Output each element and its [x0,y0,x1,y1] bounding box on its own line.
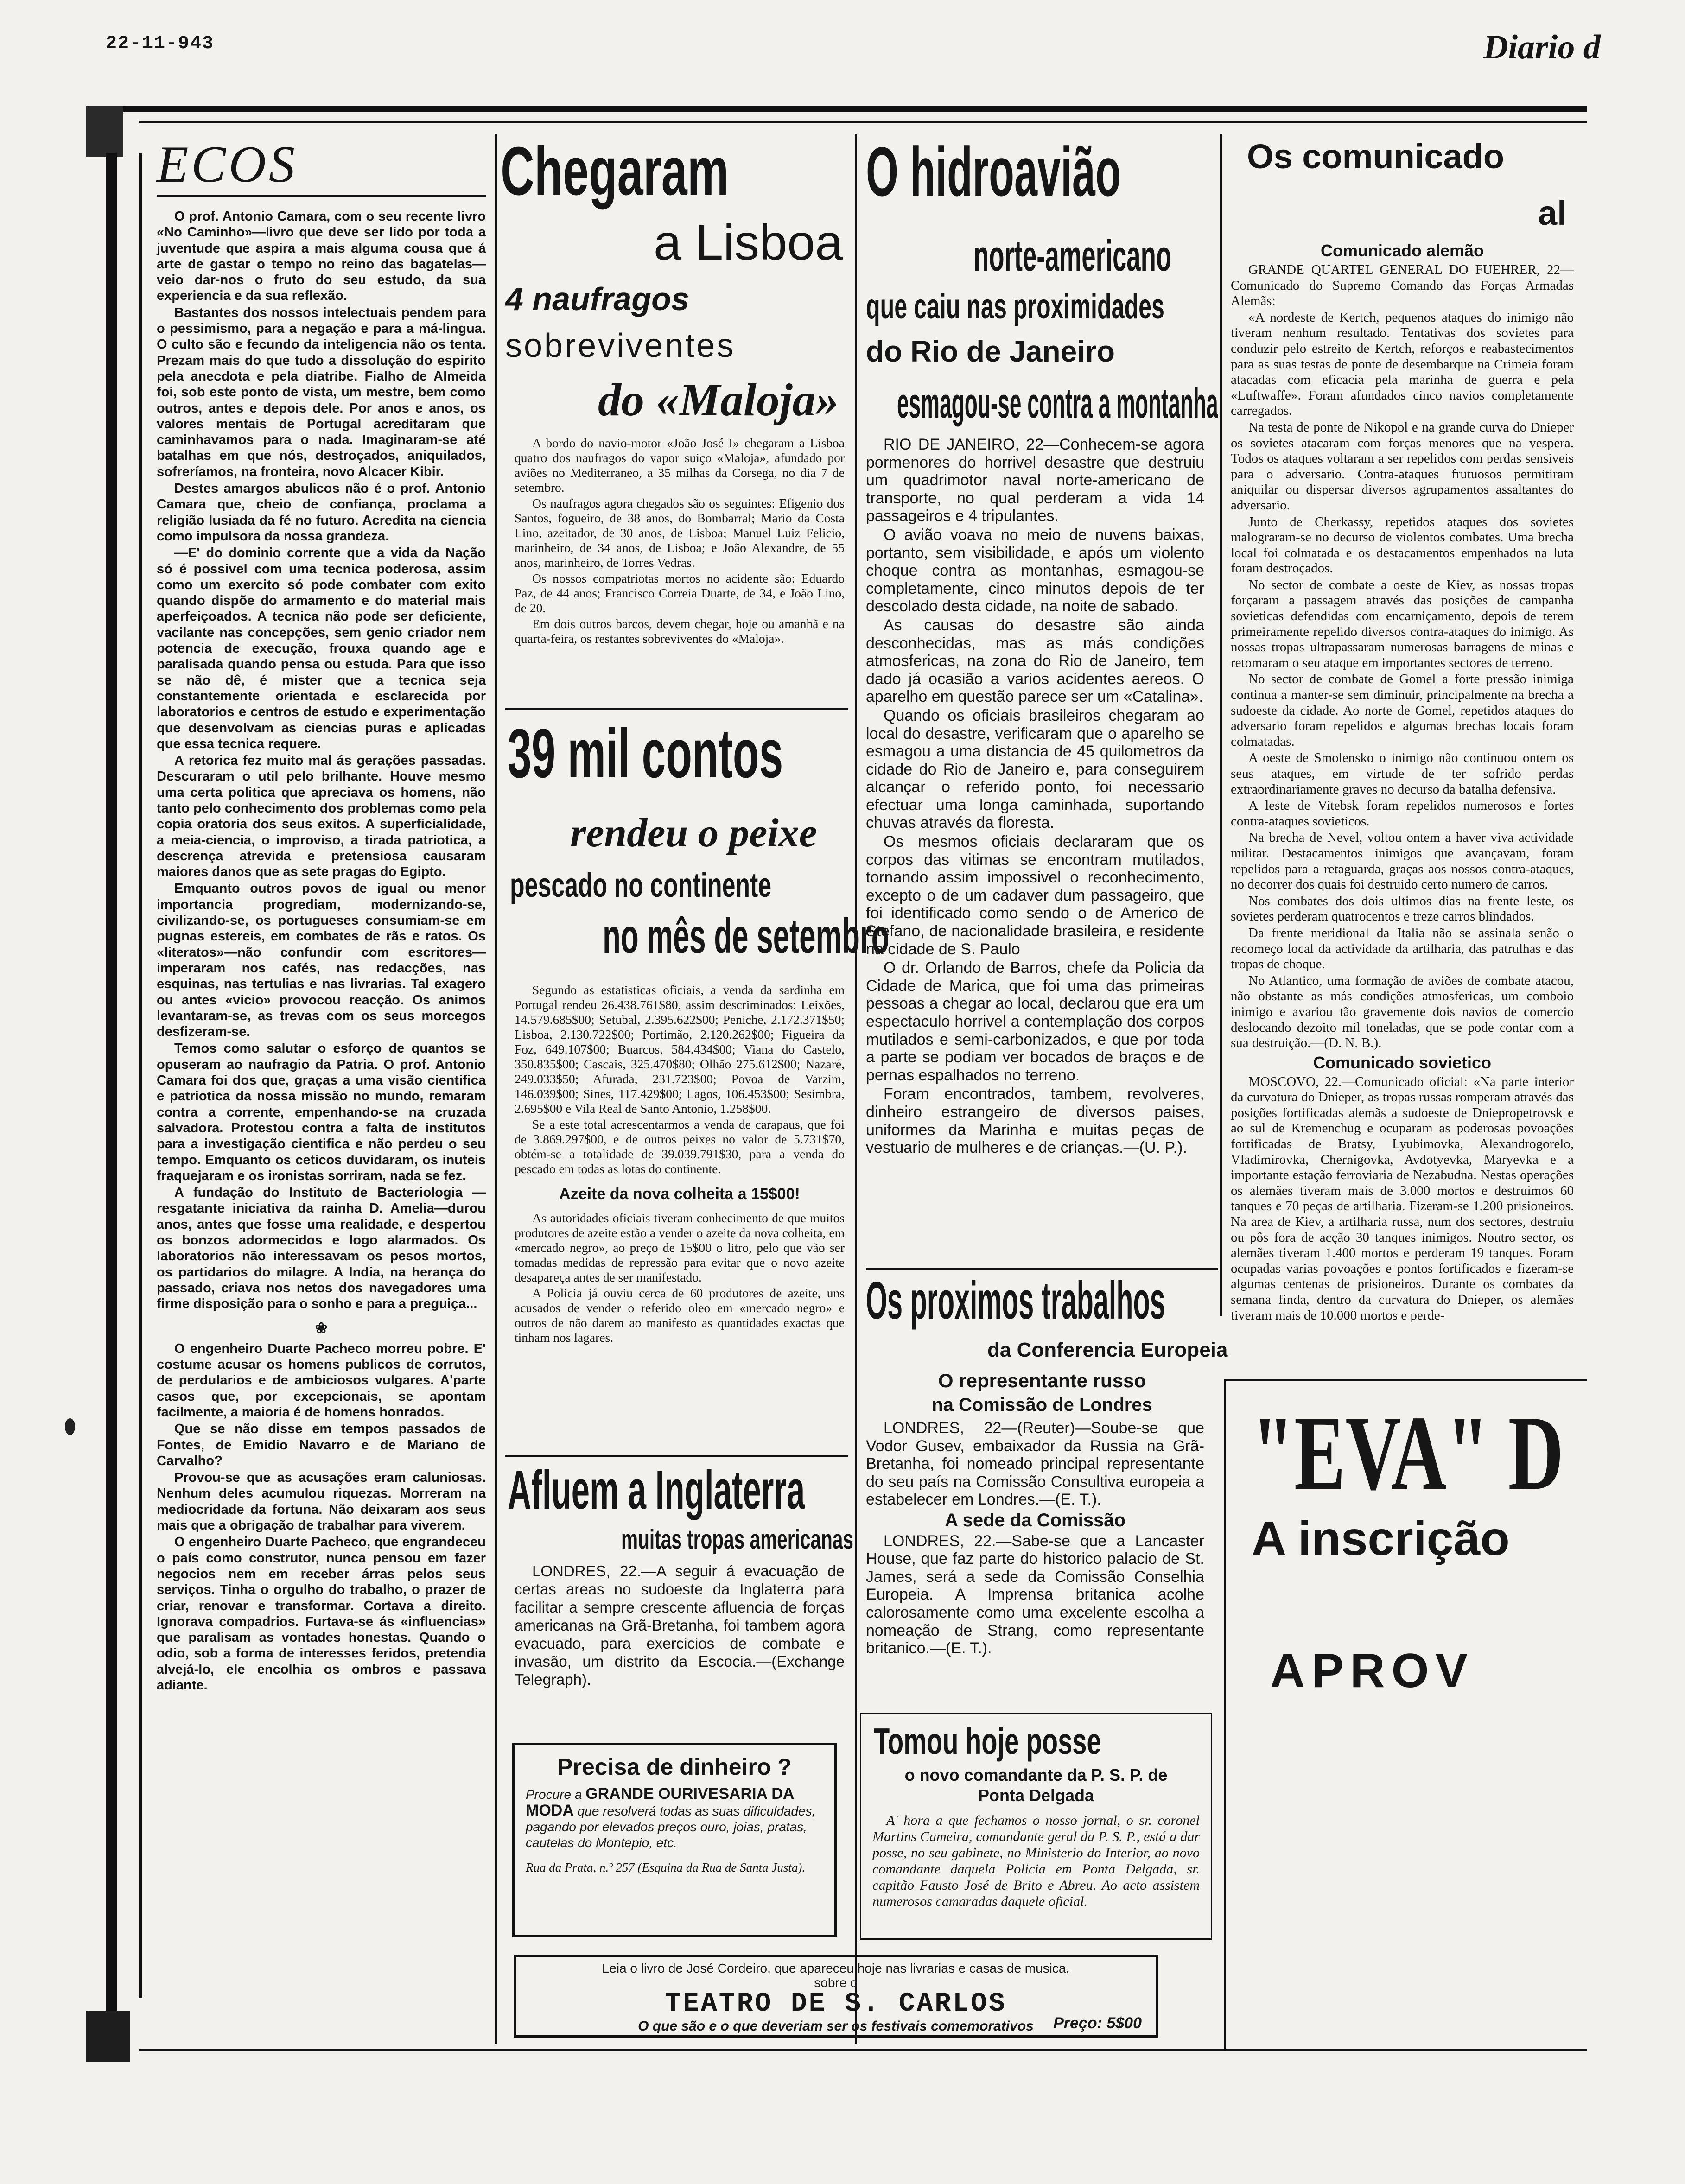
contos-body [515,983,845,1451]
paragraph: A bordo do navio-motor «João José I» chegaram a Lisboa quatro dos naufragos do vapor suiço «Maloja», afundado por aviões no Mediterraneo, a 35 milhas da Corsega, no dia 7 de setembro. [515,436,845,495]
chegaram-h2: a Lisboa [654,214,843,270]
paragraph: No sector de combate de Gomel a forte pressão inimiga continua a manter-se sem diminuir, principalmente na brecha a sudoeste da cidade. Ao norte de Gomel, repetidos ataques do adversario foram repelidos e algumas brechas locais foram colmatadas. [1231,672,1574,749]
eva-line3: APROV [1270,1644,1474,1698]
hidroaviao-h2: norte-americano [973,231,1172,280]
paragraph: As causas do desastre são ainda desconhecidas, mas as más condições atmosfericas, na zona do Rio de Janeiro, tem dado já ocasião a varios acidentes aereos. O aparelho em questão parece ser um «Catalina». [866,616,1204,706]
ourivesaria-text [526,1786,823,1851]
posse-h1: Tomou hoje posse [873,1721,1101,1762]
teatro-line2: sobre o [814,1975,858,1990]
posse-h2: o novo comandante da P. S. P. de Ponta Delgada [904,1765,1168,1805]
chegaram-body [515,436,845,700]
paragraph: Na testa de ponte de Nikopol e na grande curva do Dnieper os sovietes atacaram com forças menores que na vespera. Todos os ataques voltaram a ser repelidos com perdas sensiveis para o adversario. Contra-ataques frutuosos permitiram aniquilar ou dispersar diversos agrupamentos assaltantes do adversario. [1231,419,1574,513]
posse-headline-wrap [872,1721,1200,1763]
chegaram-h4: sobreviventes [505,327,736,364]
posse-text: A' hora a que fechamos o nosso jornal, o sr. coronel Martins Cameira, comandante geral da P. S. P., está a dar posse, no seu gabinete, no Ministerio do Interior, ao novo comandante daquela Policia em Ponta Delgada, sr. capitão Fausto José de Brito e Abreu. Ao acto assistem numerosos camaradas daquele oficial. [872,1813,1200,1909]
column-rule-1 [495,134,497,2044]
page-date: 22-11-943 [106,33,215,54]
left-edge-bar-thin [139,153,142,1998]
ourivesaria-brand: GRANDE OURIVESARIA DA MODA [526,1785,794,1819]
proximos-h1: Os proximos trabalhos [866,1271,1165,1330]
contos-h3: pescado no continente [510,866,772,904]
paragraph: Provou-se que as acusações eram caluniosas. Nenhum deles acumulou riquezas. Morreram na mediocridade da fortuna. Não deixaram aos seus mais que a obrigação de trabalhar para viverem. [157,1470,486,1533]
paragraph: Destes amargos abulicos não é o prof. Antonio Camara que, cheio de confiança, proclama a religião lusiada da fé no futuro. Acredita na ciencia como impulsora da nossa grandeza. [157,481,486,544]
ourivesaria-body: que resolverá todas as suas dificuldades, pagando por elevados preços ouro, joias, pratas, cautelas do Montepio, etc. [526,1804,816,1850]
left-edge-block-top [86,106,123,157]
masthead: Diario d [1483,28,1601,66]
afluem-h2: muitas tropas americanas [621,1524,853,1555]
paragraph: O engenheiro Duarte Pacheco morreu pobre. E' costume acusar os homens publicos de corrutos, de perdularios e de ambiciosos vulgares. A'parte casos que, por excepcionais, se apontam facilmente, a maioria é de homens honrados. [157,1341,486,1420]
paragraph: Os naufragos agora chegados são os seguintes: Efigenio dos Santos, fogueiro, de 38 anos, do Bombarral; Mario da Costa Lino, azeitador, de 30 anos, de Lisboa; Manuel Luiz Felicio, marinheiro, de 34 anos, de Lisboa; e João Alexandre, de 55 anos, marinheiro, de Torres Vedras. [515,496,845,570]
afluem-body [515,1562,845,1720]
afluem-h2-wrap [621,1525,853,1557]
ecos-article [157,209,486,2044]
teatro-title: TEATRO DE S. CARLOS [665,1989,1007,2019]
paragraph: A Policia já ouviu cerca de 60 produtores de azeite, uns acusados de vender o referido oleo em «mercado negro» e outros de não darem ao manifesto as quantidades exactas que tinham nos lagares. [515,1286,845,1345]
comunicado-sovietico-title: Comunicado sovietico [1313,1053,1492,1072]
paragraph: —E' do dominio corrente que a vida da Nação só é possivel com uma tecnica poderosa, assim como um exercito só pode combater com exito quando dispõe do armamento e do material mais aperfeiçoados. A tecnica não pode ser deficiente, vacilante nas concepções, sem genio criador nem potencia de execução, frouxa quando age e paralisada quando pensa ou estuda. Para que isso se não dê, é mister que a tecnica seja constantemente orientada e esclarecida por laboratorios e centros de estudo e experimentação que desenvolvam as ciencias puras e aplicadas que essa tecnica requere. [157,546,486,751]
comunicados-body [1231,241,1574,1321]
paragraph: Temos como salutar o esforço de quantos se opuseram ao naufragio da Patria. O prof. Antonio Camara foi dos que, graças a uma visão cientifica e patriotica da nossa missão no mundo, remaram contra a corrente, empenhando-se na cruzada salvadora. Protestou contra a falta de institutos para a investigação cientifica e não perdeu o seu tempo. Emquanto os ceticos duvidaram, os inuteis fraquejaram e os ironistas sorriram, nada se fez. [157,1041,486,1183]
paragraph: A retorica fez muito mal ás gerações passadas. Descuraram o util pelo brilhante. Houve mesmo uma certa politica que apreciava os homens, não tanto pelo conhecimento dos problemas como pela copia oratoria dos seus exitos. A superficialidade, a meia-ciencia, o improviso, a tirada patriotica, a descrença atrevida e pretensiosa causaram maiores danos que as sete pragas do Egipto. [157,753,486,880]
paragraph: Na brecha de Nevel, voltou ontem a haver viva actividade militar. Destacamentos inimigos que avançavam, foram repelidos para a retaguarda, graças aos nossos contra-ataques, no decorrer dos quais foi destruido certo numero de carros. [1231,830,1574,892]
hidroaviao-h5: esmagou-se contra a montanha [897,380,1218,427]
paragraph: Em dois outros barcos, devem chegar, hoje ou amanhã e na quarta-feira, os restantes sobreviventes do «Maloja». [515,616,845,646]
chegaram-h1: Chegaram [501,133,729,210]
ecos-title-rule [157,195,486,197]
ecos-separator: ❀ [315,1320,328,1337]
paragraph: Segundo as estatisticas oficiais, a venda da sardinha em Portugal rendeu 26.438.761$80, assim descriminados: Leixões, 14.579.685$00; Setubal, 2.395.622$00; Peniche, 2.172.371$50; Lisboa, 2.130.722$00; Portimão, 2.120.262$00; Figueira da Foz, 649.107$00; Buarcos, 584.434$00; Viana do Castelo, 350.835$00; Cascais, 325.470$80; Olhão 275.612$00; Nazaré, 249.033$50; Afurada, 231.723$00; Povoa de Varzim, 146.039$00; Sines, 117.429$00; Lagos, 106.453$00; Sesimbra, 2.695$00 e Vila Real de Santo Antonio, 1.258$00. [515,983,845,1116]
azeite-subhead: Azeite da nova colheita a 15$00! [559,1185,800,1203]
ourivesaria-line1: Procure a [526,1787,582,1802]
column-rule-2 [855,134,857,2044]
top-rule-thin [139,121,1587,123]
paragraph: Se a este total acrescentarmos a venda de carapaus, que foi de 3.869.297$00, e de outros peixes no valor de 5.731$70, obtém-se a totalidade de 39.039.791$30, para a venda do pescado em todas as lotas do continente. [515,1117,845,1176]
column-rule-3 [1220,134,1222,1316]
hidroaviao-h1: O hidroavião [866,133,1121,210]
margin-bullet [65,1418,75,1435]
eva-title-wrap [1252,1394,1587,1512]
ourivesaria-ad [512,1743,837,1937]
paragraph: RIO DE JANEIRO, 22—Conhecem-se agora pormenores do horrivel desastre que destruiu um quadrimotor naval norte-americano de transporte, no qual perderam a vida 14 passageiros e 4 tripulantes. [866,436,1204,525]
proximos-headline [866,1272,1218,1333]
paragraph: Os nossos compatriotas mortos no acidente são: Eduardo Paz, de 44 anos; Francisco Correia Duarte, de 34, e João Lino, de 20. [515,571,845,615]
proximos-h2: da Conferencia Europeia [987,1339,1228,1361]
paragraph: Os mesmos oficiais declararam que os corpos das vitimas se encontram mutilados, tornando assim impossivel o reconhecimento, excepto o de um cadaver dum passageiro, que foi identificado como sendo o de Americo de Stefano, de nacionalidade brasileira, e residente na cidade de S. Paulo [866,833,1204,958]
ecos-title: ECOS [157,136,298,193]
chegaram-h3: 4 naufragos [505,281,689,317]
paragraph: No sector de combate a oeste de Kiev, as nossas tropas forçaram a passagem através das posições de campanha sovieticas defendidas com encarniçamento, depois de terem primeiramente repelido diversos contra-ataques do inimigo. As nossas tropas ultrapassaram numerosas barragens de minas e retomaram o seu ataque em importantes sectores de terreno. [1231,577,1574,670]
paragraph: No Atlantico, uma formação de aviões de combate atacou, não obstante as más condições atmosfericas, um comboio inimigo e avariou tão gravemente dois navios de comercio deslocando dezoito mil toneladas, que se pode contar com a sua destruição.—(D. N. B.). [1231,973,1574,1051]
eva-ad-top-rule [1224,1379,1587,1381]
paragraph: O engenheiro Duarte Pacheco, que engrandeceu o país como construtor, nunca pensou em fazer negocios nem em receber árras pelos seus serviços. Tinha o orgulho do trabalho, o prazer de criar, renovar e transformar. Cortava a direito. Ignorava compadrios. Furtava-se ás «influencias» que paralisam as vontades honestas. Quando o odio, sob a forma de interesses feridos, pretendia alvejá-lo, ele encolhia os ombros e passava adiante. [157,1535,486,1693]
paragraph: GRANDE QUARTEL GENERAL DO FUEHRER, 22—Comunicado do Supremo Comando das Forças Armadas Alemãs: [1231,262,1574,309]
paragraph: Junto de Cherkassy, repetidos ataques dos sovietes malograram-se no decurso de violentos combates. Uma brecha local foi colmatada e os destacamentos empenhados na luta foram destroçados. [1231,514,1574,576]
ourivesaria-address: Rua da Prata, n.º 257 (Esquina da Rua de Santa Justa). [526,1860,806,1874]
hidroaviao-body [866,436,1204,1265]
paragraph: As autoridades oficiais tiveram conhecimento de que muitos produtores de azeite estão a vender o azeite da nova colheita, em «mercado negro», ao preço de 15$00 o litro, pelo que vão ser tomadas medidas de repressão para evitar que o novo azeite desapareça antes de ser manifestado. [515,1211,845,1284]
paragraph: Foram encontrados, tambem, revolveres, dinheiro estrangeiro de diversos paises, uniformes da Marinha e muitas peças de vestuario de mulheres e de crianças.—(U. P.). [866,1085,1204,1157]
proximos-body [866,1419,1204,1707]
teatro-line1: Leia o livro de José Cordeiro, que apareceu hoje nas livrarias e casas de musica, [602,1961,1070,1975]
hidroaviao-h3: que caiu nas proximidades [866,287,1164,326]
paragraph: O avião voava no meio de nuvens baixas, portanto, sem visibilidade, e após um violento choque contra as montanhas, esmagou-se completamente, cinco minutos depois de ter descolado desta cidade, na noite de sabado. [866,526,1204,616]
eva-line2: A inscrição [1252,1512,1510,1566]
hidroaviao-h5-wrap [897,379,1217,430]
posse-box [860,1713,1212,1940]
paragraph: A oeste de Smolensko o inimigo não continuou ontem os seus ataques, em virtude de ter sofrido perdas extraordinariamente graves no decurso da batalha defensiva. [1231,750,1574,797]
hidroaviao-h3-wrap [866,287,1218,329]
paragraph: LONDRES, 22.—Sabe-se que a Lancaster House, que faz parte do historico palacio de St. James, será a sede da Comissão Conselhia Europeia. A Imprensa britanica acolhe calorosamente como uma excelente escolha a nomeação de Strang, como representante britanico.—(E. T.). [866,1532,1204,1657]
hidroaviao-h4: do Rio de Janeiro [866,335,1115,368]
eva-ad [1252,1394,1587,1594]
contos-h1: 39 mil contos [508,714,783,792]
teatro-sub: O que são e o que deveriam ser os festivais comemorativos [638,2019,1034,2034]
paragraph: O dr. Orlando de Barros, chefe da Policia da Cidade de Marica, que foi uma das primeiras pessoas a chegar ao local, declarou que era um espectaculo horrivel a contemplação dos corpos mutilados e semi-carbonizados, e que por toda a parte se podiam ver bocados de braços e de pernas espalhados no terreno. [866,959,1204,1084]
proximos-h4: na Comissão de Londres [932,1395,1152,1415]
paragraph: A fundação do Instituto de Bacteriologia —resgatante iniciativa da rainha D. Amelia—durou anos, antes que fosse uma realidade, e despertou os bonzos adormecidos e logo alarmados. Os laboratorios não interessavam os pesos mortos, os partidarios do milagre. A India, na herança do passado, criava nos netos dos navegadores uma firme disposição para o sonho e para a preguiça... [157,1185,486,1312]
comunicado-alemao-title: Comunicado alemão [1320,241,1484,260]
contos-h4: no mês de setembro [603,909,890,964]
teatro-ad [514,1955,1158,2038]
paragraph: Bastantes dos nossos intelectuais pendem para o pessimismo, para a negação e para a má-lingua. O culto são e fecundo da inteligencia não os tenta. Prezam mais do que tudo a dissolução do espirito pela anecdota e pela diatribe. Fialho de Almeida foi, sob este ponto de vista, um mestre, bem como outros, antes e depois dele. Por anos e anos, os valores mentais de Portugal acreditaram que caminhavamos para o nada. Imaginaram-se até batalhas em que nós, destroçados, aniquilados, sofreríamos, na fronteira, novo Alcacer Kibir. [157,305,486,479]
top-rule [86,106,1587,112]
ourivesaria-title: Precisa de dinheiro ? [557,1754,792,1780]
left-edge-bar [106,153,117,2012]
comunicados-h1: Os comunicado [1247,137,1505,176]
afluem-h1: Afluem a Inglaterra [508,1460,805,1521]
sede-subhead: A sede da Comissão [945,1510,1125,1530]
hidroaviao-headline [866,134,1218,213]
rule-c2-1 [505,708,848,710]
paragraph: O prof. Antonio Camara, com o seu recente livro «No Caminho»—livro que deve ser lido por toda a juventude que aspira a mais alguma cousa que á arte de gastar o tempo no reino das bagatelas—veio dar-nos o fruto do seu estudo, da sua experiencia e da sua reflexão. [157,209,486,304]
eva-ad-left-rule [1224,1379,1226,2051]
paragraph: A leste de Vitebsk foram repelidos numerosos e fortes contra-ataques sovieticos. [1231,798,1574,829]
comunicados-h2: al [1538,194,1567,232]
paragraph: MOSCOVO, 22.—Comunicado oficial: «Na parte interior da curvatura do Dnieper, as tropas russas romperam através das posições fortificadas alemãs a sudoeste de Dniepropetrovsk e ao sul de Kremenchug e ocuparam as poderosas povoações fortificadas de Bratsy, Lyubimovka, Alexandrogorelo, Vladimirovka, Chernigovka, Avdotyevka, Maryevka e a importante estação ferroviaria de Nezabudna. Nestas operações os alemães tiveram mais de 3.000 mortos e destruimos 60 tanques e 70 peças de artilharia. Fizeram-se 1.200 prisioneiros. Na area de Kiev, a artilharia russa, num dos sectores, destruiu ou pôs fora de acção 30 tanques inimigos. Noutro sector, os alemães tiveram 1.400 mortos e perderam 19 tanques. Foram ocupadas varias povoações e pontos fortificados e fizeram-se algumas centenas de prisioneiros. Durante os combates da semana finda, dentro da curvatura do Dnieper, os alemães tiveram mais de 10.000 mortos e perde- [1231,1074,1574,1323]
paragraph: «A nordeste de Kertch, pequenos ataques do inimigo não tiveram nenhum resultado. Tentativas dos sovietes para conduzir pelo estreito de Kertch, reforços e reabastecimentos para as suas testas de ponte de desembarque na Crimeia foram atacadas com eficacia pela marinha de guerra e pela «Luftwaffe». Foram afundados cinco navios completamente carregados. [1231,310,1574,419]
rule-c2-2 [505,1455,848,1457]
contos-h2: rendeu o peixe [570,811,817,856]
contos-headline [508,716,851,795]
paragraph: Que se não disse em tempos passados de Fontes, de Emidio Navarro e de Mariano de Carvalho? [157,1422,486,1468]
paragraph: LONDRES, 22.—A seguir á evacuação de certas areas no sudoeste da Inglaterra para facilitar a sempre crescente afluencia de forças americanas na Grã-Bretanha, foi tambem agora evacuado, para exercicios de combate e invasão, um distrito da Escocia.—(Exchange Telegraph). [515,1562,845,1688]
chegaram-h5: do «Maloja» [598,374,839,425]
afluem-headline [508,1460,851,1525]
chegaram-headline [501,134,853,213]
paragraph: Emquanto outros povos de igual ou menor importancia progrediam, modernizando-se, civilizando-se, os portugueses consumiam-se em pugnas estereis, em combates de rãs e ratos. Os «literatos»—não confundir com escritores—imperaram nos cafés, nas redacções, nas esquinas, nas tertulias e nas livrarias. Tal exagero ou antes «vicio» provocou reacção. Os animos levantaram-se, as trevas com os seus morcegos desfizeram-se. [157,881,486,1040]
teatro-price: Preço: 5$00 [1053,2014,1142,2032]
contos-h3-wrap [510,867,853,908]
proximos-h3: O representante russo [938,1370,1146,1391]
contos-h4-wrap [603,908,890,969]
hidroaviao-h2-wrap [973,232,1214,283]
paragraph: Quando os oficiais brasileiros chegaram ao local do desastre, verificaram que o aparelho se esmagou a uma distancia de 45 quilometros da cidade do Rio de Janeiro e, para conseguirem alcançar o referido ponto, foi necessario efectuar uma longa caminhada, suportando chuvas através da floresta. [866,706,1204,832]
bottom-rule [139,2049,1587,2051]
eva-title: "EVA" D [1252,1394,1564,1512]
left-edge-block-bottom [86,2011,130,2062]
paragraph: Nos combates dos dois ultimos dias na frente leste, os sovietes perderam quatrocentos e treze carros blindados. [1231,893,1574,924]
paragraph: Da frente meridional da Italia não se assinala senão o recomeço local da actividade da artilharia, das patrulhas e das tropas de choque. [1231,925,1574,972]
paragraph: LONDRES, 22—(Reuter)—Soube-se que Vodor Gusev, embaixador da Russia na Grã-Bretanha, foi nomeado principal representante do seu país na Comissão Consultiva europeia a estabelecer em Londres.—(E. T.). [866,1419,1204,1509]
rule-c3-1 [866,1268,1218,1270]
